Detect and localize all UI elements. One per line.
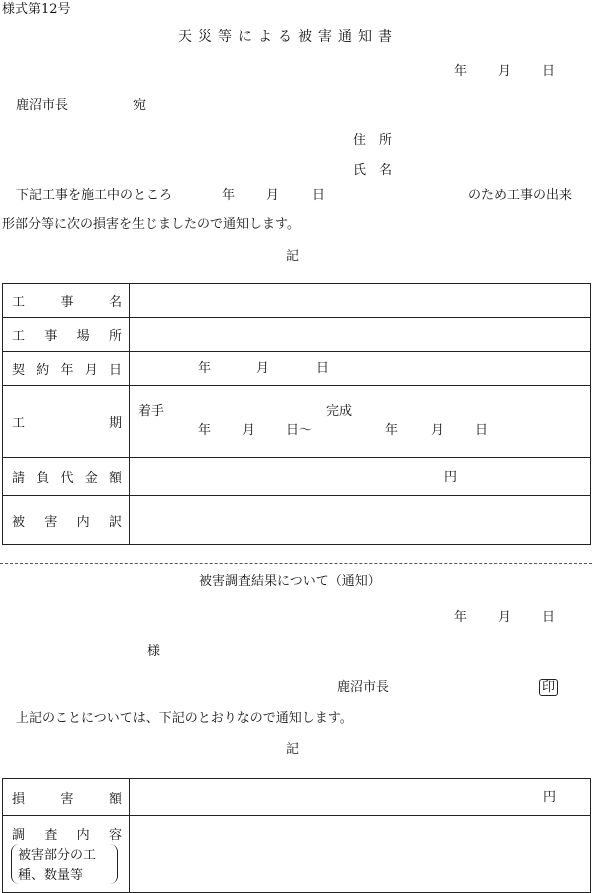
- result-ki-heading: 記: [286, 742, 300, 757]
- name-label: 氏 名: [353, 163, 393, 178]
- contract-date-field[interactable]: [130, 352, 591, 386]
- end-day: 日: [475, 423, 489, 438]
- damage-breakdown-field[interactable]: [130, 496, 591, 545]
- body-line2: 形部分等に次の損害を生じましたので通知します。: [2, 217, 300, 232]
- label-construction-site: 工 事 場 所: [12, 329, 122, 344]
- start-month: 月: [242, 423, 256, 438]
- yen-unit: 円: [444, 470, 458, 485]
- address-label: 住 所: [353, 133, 393, 148]
- ki-heading: 記: [286, 249, 300, 264]
- end-month: 月: [431, 423, 445, 438]
- table-row: [3, 496, 591, 545]
- note-line1: 被害部分の工: [18, 848, 97, 863]
- notice-title: 天災等による被害通知書: [178, 29, 398, 45]
- damage-amount-field[interactable]: [130, 779, 591, 816]
- label-construction-name: 工 事 名: [12, 295, 122, 310]
- label-damage-breakdown: 被 害 内 訳: [12, 514, 122, 530]
- damage-table: [2, 283, 591, 545]
- result-date-year: 年: [454, 610, 468, 625]
- table-row: [3, 352, 591, 386]
- contract-amount-field[interactable]: [130, 458, 591, 496]
- addressee-suffix: 宛: [133, 98, 147, 113]
- label-construction-period: 工 期: [12, 416, 122, 431]
- seal-text: 印: [539, 679, 558, 696]
- result-date-day: 日: [542, 610, 556, 625]
- label-survey-content: 調 査 内 容 被害部分の工 種、数量等: [12, 828, 122, 883]
- label-contract-amount: 請 負 代 金 額: [12, 471, 122, 486]
- body-line1-month: 月: [266, 188, 280, 203]
- body-line1-day: 日: [312, 188, 326, 203]
- notice-date-year: 年: [454, 64, 468, 79]
- addressee: 鹿沼市長: [16, 98, 69, 113]
- table-row: [3, 284, 591, 318]
- label-contract-date: 契 約 年 月 日: [12, 363, 122, 378]
- end-label: 完成: [326, 404, 353, 419]
- recipient-suffix: 様: [147, 644, 161, 659]
- body-line1-start: 下記工事を施工中のところ: [16, 188, 173, 203]
- sender: 鹿沼市長: [337, 680, 390, 695]
- start-label: 着手: [138, 404, 165, 419]
- result-table: [2, 778, 591, 893]
- start-year: 年: [198, 423, 212, 438]
- notice-date-month: 月: [498, 64, 512, 79]
- cut-line: [0, 563, 592, 564]
- seal-mark: [539, 679, 558, 696]
- contract-day: 日: [316, 361, 330, 376]
- result-date-month: 月: [498, 610, 512, 625]
- label-damage-amount: 損 害 額: [12, 791, 122, 807]
- table-row: [3, 458, 591, 496]
- table-row: [3, 816, 591, 893]
- table-row: [3, 779, 591, 816]
- form-number: 様式第12号: [2, 2, 71, 17]
- start-day: 日〜: [286, 423, 313, 438]
- end-year: 年: [385, 423, 399, 438]
- body-line1-end: のため工事の出来: [468, 188, 573, 203]
- note-line2: 種、数量等: [18, 868, 84, 883]
- contract-year: 年: [198, 361, 212, 376]
- table-row: [3, 318, 591, 352]
- survey-content-field[interactable]: [130, 816, 591, 893]
- notice-date-day: 日: [542, 64, 556, 79]
- table-row: [3, 386, 591, 458]
- construction-site-field[interactable]: [130, 318, 591, 352]
- construction-period-field[interactable]: [130, 386, 591, 458]
- contract-month: 月: [256, 361, 270, 376]
- result-body: 上記のことについては、下記のとおりなので通知します。: [16, 711, 353, 726]
- construction-name-field[interactable]: [130, 284, 591, 318]
- yen-unit: 円: [543, 790, 557, 805]
- result-title: 被害調査結果について（通知）: [199, 574, 381, 589]
- body-line1-year: 年: [222, 188, 236, 203]
